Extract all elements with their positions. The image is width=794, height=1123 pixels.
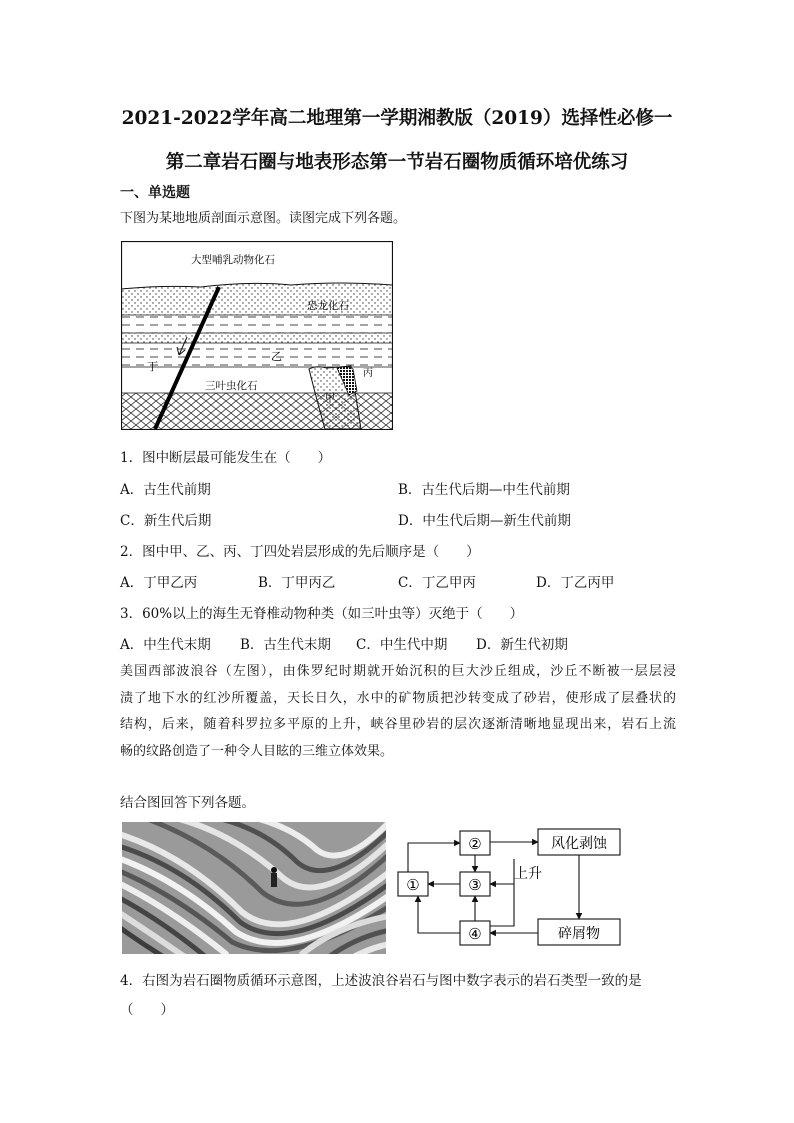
dotted-layer-top <box>122 283 392 315</box>
question-2-option-b: B．丁甲丙乙 <box>258 575 336 591</box>
question-4-stem: 4．右图为岩石圈物质循环示意图，上述波浪谷岩石与图中数字表示的岩石类型一致的是 <box>120 973 642 989</box>
debris-label: 碎屑物 <box>558 926 600 942</box>
connector-4-right <box>490 884 514 926</box>
hiker-figure <box>271 867 277 887</box>
label-yi: 乙 <box>271 350 282 363</box>
geologic-section-figure <box>121 241 393 430</box>
question-2-option-a: A．丁甲乙丙 <box>120 575 198 591</box>
passage-line: 渍了地下水的红沙所覆盖，天长日久，水中的矿物质把沙转变成了砂岩，使形成了层叠状的 <box>120 690 676 706</box>
node-2-label: ② <box>468 835 482 853</box>
uplift-label: 上升 <box>514 866 542 882</box>
passage-line: 结构，后来，随着科罗拉多平原的上升，峡谷里砂岩的层次逐渐清晰地显现出来，岩石上流 <box>120 717 676 732</box>
label-mammal-fossil: 大型哺乳动物化石 <box>191 254 275 266</box>
question-3-option-d: D．新生代初期 <box>476 637 568 653</box>
label-trilobite-fossil: 三叶虫化石 <box>205 380 258 392</box>
question-3-option-b: B．古生代末期 <box>240 637 331 653</box>
passage-line: 美国西部波浪谷（左图），由侏罗纪时期就开始沉积的巨大沙丘组成，沙丘不断被一层层浸 <box>120 664 676 679</box>
wave-canyon-photo <box>122 822 386 954</box>
arrow-4-to-1 <box>418 896 460 933</box>
question-4-stem-cont: （ ） <box>120 1002 174 1018</box>
question-3-option-c: C．中生代中期 <box>356 637 448 653</box>
question-3-option-a: A．中生代末期 <box>120 637 211 653</box>
intro-text: 下图为某地地质剖面示意图。读图完成下列各题。 <box>120 211 407 226</box>
node-3-label: ③ <box>468 876 482 894</box>
question-1-option-b: B．古生代后期—中生代前期 <box>398 482 570 498</box>
node-1-label: ① <box>406 876 420 894</box>
label-jia: 甲 <box>325 393 335 404</box>
node-4-label: ④ <box>468 925 482 943</box>
arrow-1-to-2 <box>408 843 460 872</box>
label-bing: 丙 <box>363 368 373 379</box>
dashed-layer-1 <box>122 315 392 333</box>
dashed-layer-yi <box>122 343 392 367</box>
passage <box>120 659 676 765</box>
question-1-option-d: D．中生代后期—新生代前期 <box>398 513 571 529</box>
question-3-stem: 3．60%以上的海生无脊椎动物种类（如三叶虫等）灭绝于（ ） <box>120 606 524 622</box>
passage-prompt: 结合图回答下列各题。 <box>120 795 255 811</box>
rock-cycle-diagram <box>396 826 628 950</box>
label-ding: 丁 <box>147 360 158 373</box>
question-2-option-c: C．丁乙甲丙 <box>398 575 476 591</box>
page-title-line-1: 2021-2022学年高二地理第一学期湘教版（2019）选择性必修一 <box>121 108 673 129</box>
question-2-stem: 2．图中甲、乙、丙、丁四处岩层形成的先后顺序是（ ） <box>120 544 480 560</box>
passage-line: 畅的纹路创造了一种令人目眩的三维立体效果。 <box>120 743 394 759</box>
page-title-line-2: 第二章岩石圈与地表形态第一节岩石圈物质循环培优练习 <box>165 152 629 173</box>
question-1-stem: 1．图中断层最可能发生在（ ） <box>120 450 332 466</box>
weathering-label: 风化剥蚀 <box>551 836 607 852</box>
question-1-option-a: A．古生代前期 <box>120 482 211 498</box>
question-2-option-d: D．丁乙丙甲 <box>536 575 615 591</box>
section-heading: 一、单选题 <box>120 185 190 201</box>
label-dinosaur-fossil: 恐龙化石 <box>307 300 349 312</box>
question-1-option-c: C．新生代后期 <box>120 513 212 529</box>
